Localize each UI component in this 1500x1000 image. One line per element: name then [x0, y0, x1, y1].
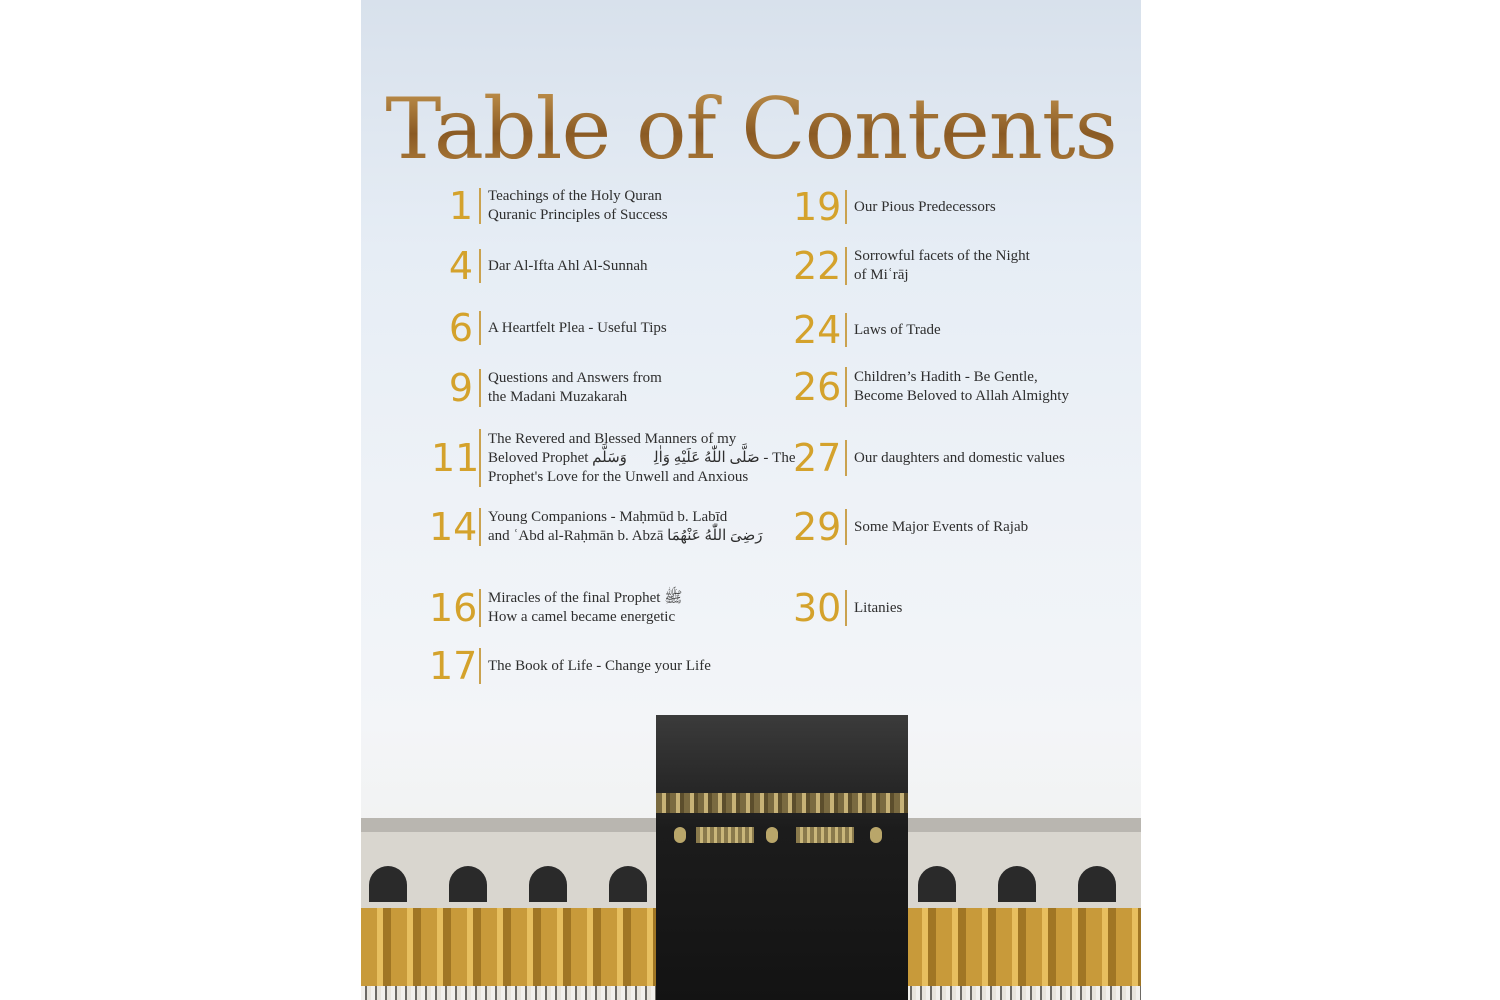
toc-page-number: 29 [793, 505, 842, 549]
toc-entry[interactable] [445, 244, 648, 288]
toc-entry-title: Sorrowful facets of the Night of Miʿrāj [854, 248, 1030, 283]
toc-entry[interactable] [793, 505, 1029, 549]
toc-entry[interactable] [793, 244, 1030, 288]
toc-entry[interactable] [445, 306, 667, 350]
toc-entry[interactable] [429, 586, 683, 630]
toc-page-number: 9 [448, 366, 473, 410]
toc-page-number: 4 [448, 244, 473, 288]
toc-page-number: 24 [793, 308, 842, 352]
toc-entry-title: Teachings of the Holy Quran Quranic Principles of Success [488, 188, 668, 223]
toc-divider [479, 311, 481, 345]
toc-entry[interactable] [793, 436, 1065, 480]
toc-page-number: 1 [448, 184, 473, 228]
toc-divider [479, 188, 481, 224]
toc-entry-title: Young Companions - Maḥmūd b. Labīd and ʿAbd al-Raḥmān b. Abzā رَضِیَ اللّٰهُ عَنْهُمَا [488, 509, 763, 544]
toc-page-number: 17 [429, 644, 478, 688]
toc-divider [479, 589, 481, 627]
kaaba-photo [361, 700, 1141, 1000]
toc-entry-title: Miracles of the final Prophet ﷺ How a camel became energetic [488, 590, 683, 625]
toc-entry[interactable] [429, 644, 711, 688]
toc-entry-title: Questions and Answers from the Madani Muzakarah [488, 370, 662, 405]
toc-entry-title: Dar Al-Ifta Ahl Al-Sunnah [488, 257, 648, 274]
toc-divider [845, 367, 847, 407]
toc-entry-title: The Book of Life - Change your Life [488, 657, 711, 674]
toc-divider [845, 509, 847, 545]
toc-divider [845, 247, 847, 285]
toc-entry-title: Our Pious Predecessors [854, 198, 996, 215]
toc-entry[interactable] [429, 505, 763, 549]
toc-entry[interactable] [793, 185, 996, 229]
toc-entry[interactable] [793, 586, 903, 630]
mosque-arcade-right [906, 818, 1141, 1000]
toc-entry[interactable] [793, 367, 1069, 407]
toc-page-number: 19 [793, 185, 842, 229]
toc-divider [845, 190, 847, 224]
toc-entry[interactable] [793, 308, 941, 352]
toc-divider [845, 313, 847, 347]
toc-divider [479, 429, 481, 487]
toc-page-number: 14 [429, 505, 478, 549]
toc-divider [479, 648, 481, 684]
toc-divider [479, 508, 481, 546]
toc-entry-title: Children’s Hadith - Be Gentle, Become Beloved to Allah Almighty [854, 369, 1069, 404]
toc-divider [479, 369, 481, 407]
magazine-page [361, 0, 1141, 1000]
toc-entry-title: Our daughters and domestic values [854, 449, 1065, 466]
toc-divider [479, 249, 481, 283]
toc-page-number: 11 [431, 436, 480, 480]
toc-entry-title: Some Major Events of Rajab [854, 518, 1029, 535]
toc-entry-title: Laws of Trade [854, 321, 941, 338]
toc-page-number: 22 [793, 244, 842, 288]
toc-page-number: 30 [793, 586, 842, 630]
kaaba [656, 715, 908, 1000]
toc-divider [845, 590, 847, 626]
toc-entry[interactable] [445, 184, 668, 228]
toc-entry-title: The Revered and Blessed Manners of my Beloved Prophet صَلَّى اللّٰهُ عَلَيْهِ وَاٰلِهٖ وَسَلَّم - The Prophet's Love for the Unwell and Anxious [488, 430, 796, 485]
toc-page-number: 16 [429, 586, 478, 630]
toc-entry-title: A Heartfelt Plea - Useful Tips [488, 319, 667, 336]
toc-divider [845, 440, 847, 476]
toc-entry-title: Litanies [854, 599, 903, 616]
toc-entry[interactable] [445, 366, 662, 410]
toc-entry[interactable] [431, 429, 796, 487]
toc-page-number: 26 [793, 365, 842, 409]
toc-page-number: 27 [793, 436, 842, 480]
mosque-arcade-left [361, 818, 661, 1000]
toc-page-number: 6 [448, 306, 473, 350]
page-title: Table of Contents [361, 80, 1141, 178]
